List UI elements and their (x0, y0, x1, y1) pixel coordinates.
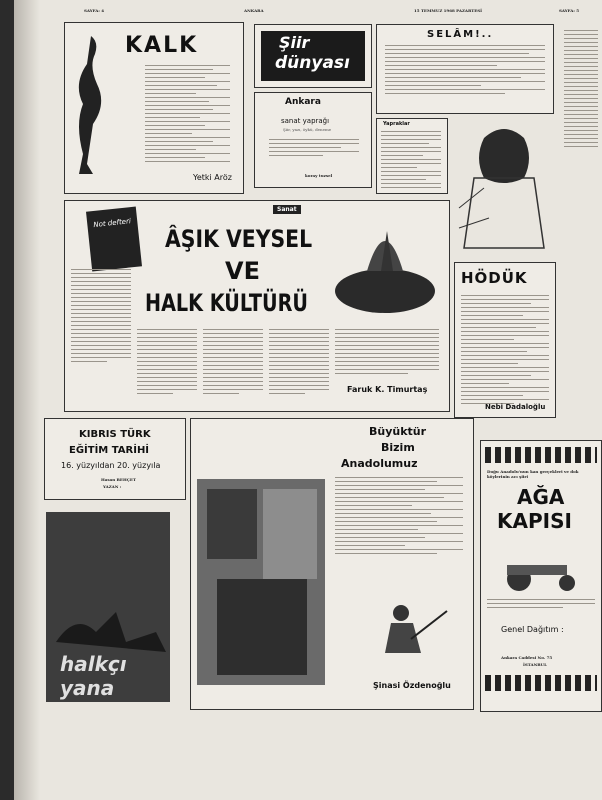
anadolu-box (190, 418, 474, 710)
notebook-graphic (86, 207, 142, 272)
aga-intro: Doğu Anadolu'nun kan gerçekleri ve dok köylerinin acı şiiri (487, 469, 579, 479)
masthead-center: ANKARA (244, 8, 264, 13)
yapraklar-title: Yapraklar (383, 121, 410, 127)
ankara-footer: koray tuzsel (305, 173, 333, 178)
notebook-label: Not defteri (93, 217, 132, 230)
siir-banner (261, 31, 365, 81)
veysel-col-2 (137, 329, 197, 397)
ankara-brand: Ankara (285, 97, 321, 107)
aga-text (487, 599, 595, 611)
ankara-box (254, 92, 372, 188)
veysel-line-2: VE (225, 257, 260, 285)
selam-title: SELÂM!.. (427, 29, 494, 40)
kibris-author-label: YAZAN : (103, 484, 122, 489)
veysel-line-1: ÂŞIK VEYSEL (165, 225, 313, 253)
silhouette-horsemen (46, 572, 170, 662)
kalk-author: Yetki Aröz (193, 173, 232, 182)
siir-title-1: Şiir (279, 33, 310, 52)
aga-box (480, 440, 602, 712)
anadolu-photo-collage (197, 479, 325, 685)
veysel-col-1 (71, 269, 131, 365)
woman-sketch (454, 118, 550, 258)
yapraklar-box (376, 118, 448, 194)
hoduk-author: Nebi Dadaloğlu (485, 403, 546, 411)
masthead-far-right: SAYFA: 5 (559, 8, 580, 13)
tractor-illustration (497, 545, 587, 593)
aga-pattern-bottom (485, 675, 597, 691)
anadolu-title-1: Büyüktür (369, 425, 427, 438)
cover-word: halkçı yana (60, 652, 127, 700)
next-page-column (564, 30, 598, 150)
saz-player-illustration (381, 599, 451, 659)
selam-text (385, 45, 545, 97)
selam-box (376, 24, 554, 114)
ankara-heading: sanat yaprağı (281, 117, 330, 125)
ankara-text (269, 139, 359, 159)
veysel-col-4 (269, 329, 329, 397)
aga-title-2: KAPISI (497, 509, 572, 533)
anadolu-title-2: Bizim (381, 441, 415, 454)
kibris-line-2: EĞİTİM TARİHİ (69, 445, 150, 456)
veysel-col-5 (335, 329, 439, 377)
halkci-yana-cover (46, 512, 170, 702)
kibris-line-1: KIBRIS TÜRK (79, 429, 151, 440)
sanat-badge: Sanat (273, 205, 301, 214)
kibris-box (44, 418, 186, 500)
kalk-poem (145, 65, 230, 165)
aga-pattern-top (485, 447, 597, 463)
ankara-sub: Şiir, yazı, öykü, deneme (283, 127, 332, 132)
anadolu-author: Şinasi Özdenoğlu (373, 681, 451, 690)
kalk-title: KALK (125, 33, 199, 58)
kibris-line-3: 16. yüzyıldan 20. yüzyıla (61, 461, 161, 470)
hoduk-title: HÖDÜK (461, 269, 528, 287)
folk-motif (327, 221, 443, 321)
aga-title-1: AĞA (517, 485, 565, 509)
newspaper-page (14, 0, 602, 800)
siir-title-2: dünyası (275, 53, 350, 73)
hoduk-text (461, 295, 549, 407)
aga-city: İSTANBUL (523, 662, 547, 667)
page-shadow (0, 0, 14, 800)
veysel-col-3 (203, 329, 263, 397)
anadolu-poem (335, 477, 463, 557)
kibris-author: Hasan BEHÇET (101, 477, 136, 482)
aga-distribution: Genel Dağıtım : (501, 625, 564, 634)
siir-box (254, 24, 372, 88)
veysel-line-3: HALK KÜLTÜRÜ (145, 289, 308, 317)
page-fold (14, 0, 40, 800)
aga-address: Ankara Caddesi No. 75 (501, 655, 553, 660)
veysel-box (64, 200, 450, 412)
veysel-author: Faruk K. Timurtaş (347, 385, 428, 394)
anadolu-title-3: Anadolumuz (341, 457, 418, 470)
yapraklar-text (381, 131, 441, 191)
hoduk-box (454, 262, 556, 418)
masthead-left: SAYFA: 4 (84, 8, 105, 13)
kalk-box (64, 22, 244, 194)
dancer-illustration (71, 31, 111, 181)
masthead-right: 15 TEMMUZ 1968 PAZARTESİ (414, 8, 483, 13)
